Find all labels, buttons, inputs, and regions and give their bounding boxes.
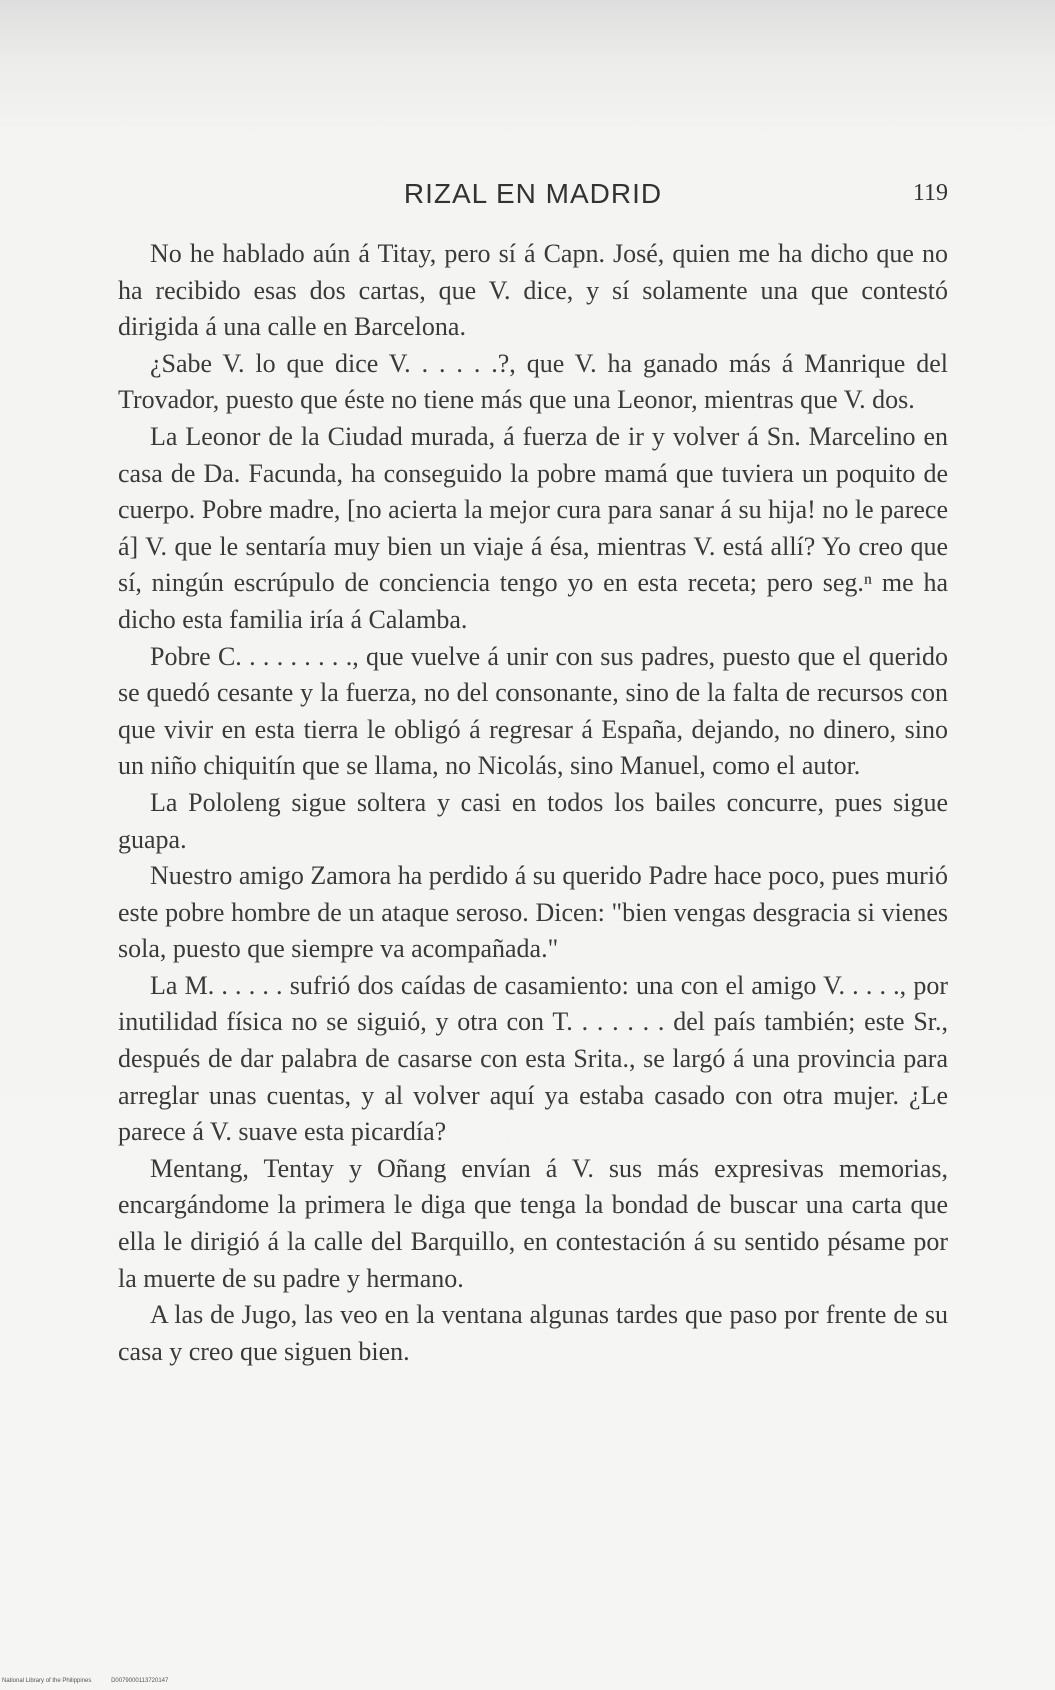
running-head xyxy=(118,178,948,212)
paragraph: La Pololeng sigue soltera y casi en todos los bailes concurre, pues sigue guapa. xyxy=(118,787,948,854)
footer-library: National Library of the Philippines xyxy=(2,1678,92,1684)
scan-footer xyxy=(2,1678,186,1684)
paragraph: La Leonor de la Ciudad murada, á fuerza de ir y volver á Sn. Marcelino en casa de Da. Facunda, ha conseguido la pobre mamá que tuviera un poquito de cuerpo. Pobre madre, [no acierta la mejor cura para sanar á su hija! no le parece á] V. que le sentaría muy bien un viaje á ésa, mientras V. está allí? Yo creo que sí, ningún escrúpulo de conciencia tengo yo en esta receta; pero seg.ⁿ me ha dicho esta familia iría á Calamba. xyxy=(118,421,948,634)
footer-code: D0079000113720147 xyxy=(111,1678,169,1684)
paragraph: Pobre C. . . . . . . . ., que vuelve á unir con sus padres, puesto que el querido se quedó cesante y la fuerza, no del consonante, sino de la falta de recursos con que vivir en esta tierra le obligó á regresar á España, dejando, no dinero, sino un niño chiquitín que se llama, no Nicolás, sino Manuel, como el autor. xyxy=(118,641,948,781)
paragraph: A las de Jugo, las veo en la ventana algunas tardes que paso por frente de su casa y creo que siguen bien. xyxy=(118,1300,948,1366)
paragraph: No he hablado aún á Titay, pero sí á Capn. José, quien me ha dicho que no ha recibido esas dos cartas, que V. dice, y sí solamente una que contestó dirigida á una calle en Barcelona. xyxy=(118,239,948,342)
paragraph: ¿Sabe V. lo que dice V. . . . . .?, que V. ha ganado más á Manrique del Trovador, puesto que éste no tiene más que una Leonor, mientras que V. dos. xyxy=(118,348,948,415)
body-text xyxy=(118,236,948,1370)
page-title: RIZAL EN MADRID xyxy=(403,178,663,209)
paragraph: La M. . . . . . sufrió dos caídas de casamiento: una con el amigo V. . . . ., por inutilidad física no se siguió, y otra con T. . . . . . . del país también; este Sr., después de dar palabra de casarse con esta Srita., se largó á una provincia para arreglar unas cuentas, y al volver aquí ya estaba casado con otra mujer. ¿Le parece á V. suave esta picardía? xyxy=(118,970,948,1147)
paragraph: Nuestro amigo Zamora ha perdido á su querido Padre hace poco, pues murió este pobre hombre de un ataque seroso. Dicen: "bien vengas desgracia si vienes sola, puesto que siempre va acompañada." xyxy=(118,861,948,964)
paragraph: Mentang, Tentay y Oñang envían á V. sus más expresivas memorias, encargándome la primera le diga que tenga la bondad de buscar una carta que ella le dirigió á la calle del Barquillo, en contestación á su sentido pésame por la muerte de su padre y hermano. xyxy=(118,1153,948,1293)
page-number: 119 xyxy=(912,180,948,206)
